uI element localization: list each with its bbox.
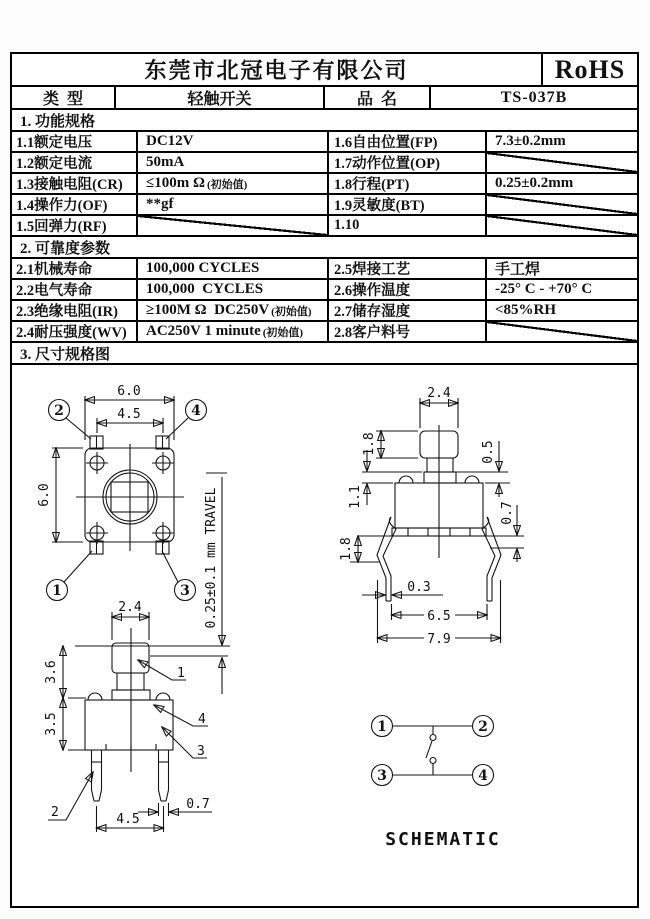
section3-title: 3. 尺寸规格图 [12,343,637,365]
product-name-value: TS-037B [500,88,568,106]
dim-side-bump: 0.5 [481,440,496,464]
value-text: 50mA [146,154,185,170]
spec-value [138,322,329,341]
value-note: (初始值) [207,178,248,191]
spec-key: 2.1机械寿命 [12,259,138,278]
spec-value [138,174,329,193]
spec-key: 2.7储存湿度 [329,301,487,320]
spec-value: 7.3±0.2mm [495,133,566,149]
callout-4: 4 [198,712,206,727]
dim-front-upper-height: 3.6 [44,660,59,684]
pin3-label: 3 [180,583,190,599]
spec-value: 0.25±0.2mm [495,175,574,191]
document-frame [10,52,639,908]
rohs-badge: RoHS [554,54,626,84]
title-row [12,54,637,87]
schematic-pin3: 3 [377,768,387,784]
table-row [12,280,637,301]
spec-key: 2.3绝缘电阻(IR) [12,301,138,320]
spec-key: 2.4耐压强度(WV) [12,322,138,341]
value-text: **gf [146,196,174,212]
table-row [12,259,637,280]
table-row [12,174,637,195]
dim-side-outer-width: 7.9 [427,632,451,647]
spec-key: 1.8行程(PT) [329,174,487,193]
pin1-label: 1 [52,583,62,599]
callout-2: 2 [51,805,59,820]
spec-key: 1.1额定电压 [12,132,138,151]
travel-note: 0.25±0.1 mm TRAVEL [204,487,219,629]
dim-side-cap-width: 2.4 [427,386,451,401]
dim-side-cap-height: 1.8 [362,432,377,456]
table-row [12,153,637,174]
spec-key: 1.2额定电流 [12,153,138,172]
empty-cell-diagonal [487,322,637,341]
dim-front-pitch: 4.5 [116,812,140,827]
dim-top-height: 6.0 [37,483,52,507]
value-text: ≥100M Ω DC250V [146,302,270,318]
value-text: 100,000 CYCLES [146,281,264,297]
spec-key: 2.2电气寿命 [12,280,138,299]
type-label: 类 型 [12,87,116,108]
dim-side-base: 0.7 [500,501,515,525]
empty-cell-diagonal [487,153,637,172]
spec-key: 1.5回弹力(RF) [12,216,138,235]
value-text: ≤100m Ω [146,175,205,191]
dim-front-body-height: 3.5 [44,712,59,736]
value-note: (初始值) [262,326,304,339]
spec-value [138,280,329,299]
schematic-pin1: 1 [377,719,387,735]
spec-value: <85%RH [495,302,557,318]
spec-key: 2.5焊接工艺 [329,259,487,278]
spec-value [138,195,329,214]
spec-value [138,301,329,320]
value-note: (初始值) [271,305,312,318]
table-row [12,195,637,216]
value-text: AC250V 1 minute [146,323,261,339]
empty-cell-diagonal [487,195,637,214]
schematic-pin4: 4 [478,768,488,784]
spec-key: 1.9灵敏度(BT) [329,195,487,214]
section1-title: 1. 功能规格 [12,110,637,132]
type-value: 轻触开关 [116,87,325,108]
table-row [12,301,637,322]
spec-value [138,132,329,151]
company-name: 东莞市北冠电子有限公司 [12,54,543,85]
empty-cell-diagonal [138,216,329,235]
section2-title: 2. 可靠度参数 [12,237,637,259]
pin2-label: 2 [54,403,64,419]
spec-key: 1.3接触电阻(CR) [12,174,138,193]
value-text: DC12V [146,133,194,149]
pin4-label: 4 [191,403,201,419]
dim-side-leg: 1.8 [339,537,354,561]
spec-key: 2.8客户料号 [329,322,487,341]
spec-key: 1.7动作位置(OP) [329,153,487,172]
spec-key: 1.10 [329,216,487,235]
callout-1: 1 [177,666,185,681]
table-row [12,132,637,153]
product-name-label: 品 名 [325,87,431,108]
table-row [12,322,637,343]
dim-front-cap-width: 2.4 [118,600,142,615]
schematic-label: SCHEMATIC [385,829,501,850]
dim-side-leg-thickness: 0.3 [407,580,431,595]
type-row [12,87,637,110]
dim-top-width: 6.0 [117,384,141,399]
empty-cell-diagonal [487,216,637,235]
dim-top-inner: 4.5 [117,407,141,422]
spec-value [138,259,329,278]
callout-3: 3 [197,744,205,759]
dim-front-leg-width: 0.7 [186,797,210,812]
spec-value: -25° C - +70° C [495,281,593,297]
dim-side-stem: 1.1 [348,485,363,509]
spec-key: 1.6自由位置(FP) [329,132,487,151]
spec-key: 1.4操作力(OF) [12,195,138,214]
spec-key: 2.6操作温度 [329,280,487,299]
value-text: 100,000 CYCLES [146,260,260,276]
spec-value: 手工焊 [495,262,541,278]
dim-side-inner-width: 6.5 [427,609,451,624]
schematic-pin2: 2 [478,719,488,735]
spec-value [138,153,329,172]
table-row [12,216,637,237]
